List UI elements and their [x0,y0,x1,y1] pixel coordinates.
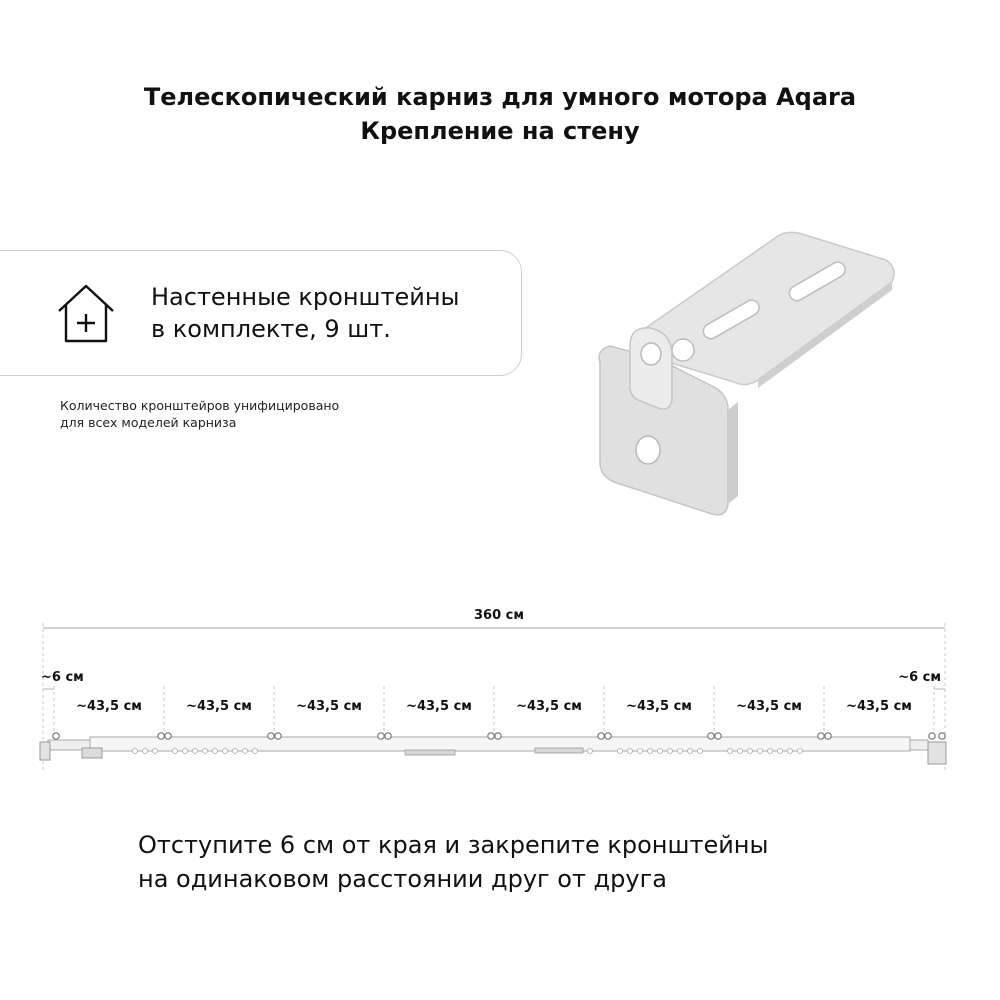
note-line-2: для всех моделей карниза [60,415,237,430]
wall-bracket-image [588,222,904,522]
spacing-label-7: ~43,5 см [736,699,802,714]
feature-text [151,281,459,345]
curtain-rail [40,733,946,764]
feature-line-1: Настенные кронштейны [151,283,460,311]
bracket-note [60,397,339,431]
spacing-label-5: ~43,5 см [516,699,582,714]
instruction-line-1: Отступите 6 см от края и закрепите кронштейны [138,831,769,859]
spacing-label-4: ~43,5 см [406,699,472,714]
note-line-1: Количество кронштейров унифицировано [60,398,340,413]
spacing-label-3: ~43,5 см [296,699,362,714]
installation-instruction [138,828,768,896]
house-plus-icon [53,281,119,347]
title-line-2: Крепление на стену [360,117,640,145]
edge-offset-right: ~6 см [898,670,941,685]
total-length-label: 360 см [474,608,524,623]
spacing-label-2: ~43,5 см [186,699,252,714]
rail-dimension-diagram [0,590,1000,780]
spacing-label-8: ~43,5 см [846,699,912,714]
feature-card [0,250,522,376]
feature-line-2: в комплекте, 9 шт. [151,315,391,343]
page-title [0,80,1000,148]
title-line-1: Телескопический карниз для умного мотора Aqara [143,83,857,111]
spacing-label-6: ~43,5 см [626,699,692,714]
spacing-label-1: ~43,5 см [76,699,142,714]
instruction-line-2: на одинаковом расстоянии друг от друга [138,865,667,893]
edge-offset-left: ~6 см [41,670,84,685]
